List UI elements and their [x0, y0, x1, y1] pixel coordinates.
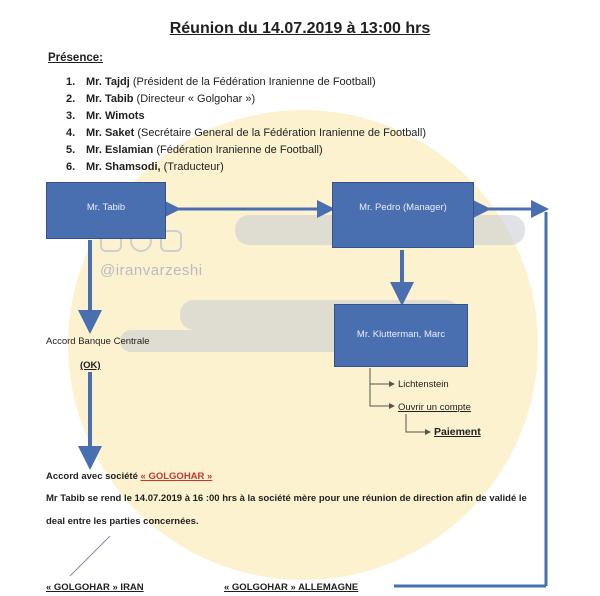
- attendee-role: (Président de la Fédération Iranienne de Football): [129, 76, 376, 88]
- watermark-handle: @iranvarzeshi: [100, 262, 203, 279]
- box-mr-klutterman: [334, 304, 468, 367]
- item-number: 1.: [66, 76, 76, 88]
- connector-iran: [70, 536, 110, 576]
- box-label: Mr. Tabib: [86, 202, 126, 213]
- meeting-text-line-2: deal entre les parties concernées.: [46, 516, 199, 527]
- arrow-to-ouvrir: [370, 384, 392, 406]
- attendee-role: (Fédération Iranienne de Football): [153, 144, 323, 156]
- accord-banque-label: Accord Banque Centrale: [46, 336, 150, 347]
- item-number: 3.: [66, 110, 76, 122]
- meeting-text-line-1: Mr Tabib se rend le 14.07.2019 à 16 :00 hrs à la société mère pour une réunion de direction afin de validé le: [46, 493, 527, 504]
- accord-prefix: Accord avec société: [46, 471, 141, 482]
- box-label: Mr. Pedro (Manager): [359, 202, 447, 213]
- item-number: 2.: [66, 93, 76, 105]
- ouvrir-compte-label: Ouvrir un compte: [398, 402, 471, 413]
- box-mr-tabib: [46, 182, 166, 239]
- accord-societe-line: [46, 471, 212, 482]
- attendee-name: Mr. Wimots: [86, 110, 145, 122]
- box-label: Mr. Klutterman, Marc: [356, 329, 446, 340]
- item-number: 5.: [66, 144, 76, 156]
- presence-label: Présence:: [48, 52, 103, 64]
- golgohar-allemagne-label: « GOLGOHAR » ALLEMAGNE: [224, 582, 359, 593]
- company-name: « GOLGOHAR »: [140, 471, 213, 482]
- item-number: 4.: [66, 127, 76, 139]
- attendee-name: Mr. Shamsodi,: [86, 161, 161, 173]
- item-number: 6.: [66, 161, 76, 173]
- arrow-to-lichtenstein: [370, 368, 392, 384]
- document-title: Réunion du 14.07.2019 à 13:00 hrs: [169, 20, 431, 37]
- ok-label: (OK): [80, 360, 101, 371]
- attendee-name: Mr. Tajdj: [86, 76, 130, 88]
- attendee-name: Mr. Tabib: [86, 93, 134, 105]
- box-mr-pedro: [332, 182, 474, 248]
- attendee-role: (Secrétaire General de la Fédération Iranienne de Football): [134, 127, 426, 139]
- attendee-role: (Traducteur): [160, 161, 224, 173]
- golgohar-iran-label: « GOLGOHAR » IRAN: [46, 582, 144, 593]
- attendee-name: Mr. Eslamian: [86, 144, 154, 156]
- attendee-name: Mr. Saket: [86, 127, 135, 139]
- lichtenstein-label: Lichtenstein: [398, 379, 449, 390]
- arrow-to-paiement: [406, 414, 428, 432]
- paiement-label: Paiement: [434, 426, 481, 438]
- attendee-role: (Directeur « Golgohar »): [133, 93, 256, 105]
